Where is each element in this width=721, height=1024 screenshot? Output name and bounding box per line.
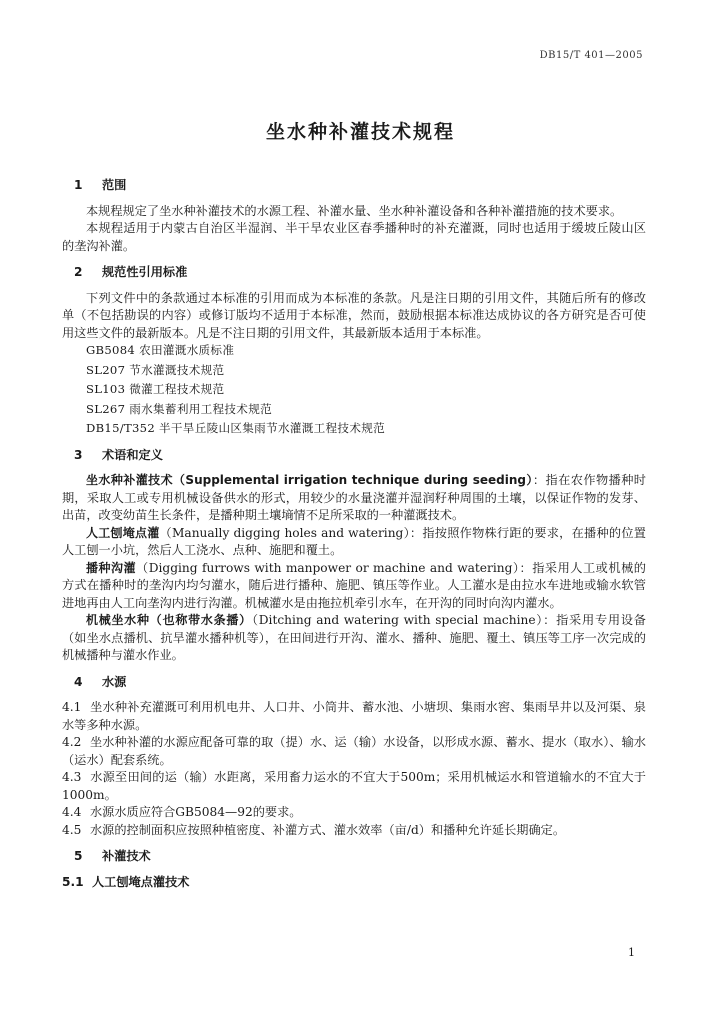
clause: 4.1 坐水种补充灌溉可利用机电井、人口井、小筒井、蓄水池、小塘坝、集雨水窖、集雨旱井以及河渠、泉水等多种水源。 [62,700,646,732]
paragraph: 下列文件中的条款通过本标准的引用而成为本标准的条款。凡是注日期的引用文件，其随后所有的修改单（不包括勘误的内容）或修订版均不适用于本标准，然而，鼓励根据本标准达成协议的各方研究是否可使用这些文件的最新版本。凡是不注日期的引用文件，其最新版本适用于本标准。 [62,290,646,340]
standard-code: DB15/T 401—2005 [539,50,643,61]
definition: 播种沟灌（Digging furrows with manpower or machine and watering）：指采用人工或机械的方式在播种时的垄沟内均匀灌水，随后进行播种、施肥、镇压等作业。人工灌水是由拉水车进地或输水软管进地再由人工向垄沟内进行沟灌。机械灌水是由拖拉机牵引水车，在开沟的同时向沟内灌水。 [62,560,646,610]
document-body [62,168,646,899]
section-heading-3: 3 术语和定义 [74,447,163,462]
clause: 4.2 坐水种补灌的水源应配备可靠的取（提）水、运（输）水设备，以形成水源、蓄水、提水（取水）、输水（运水）配套系统。 [62,735,646,767]
page-number: 1 [628,946,635,959]
reference-item: SL103 微灌工程技术规范 [86,382,225,396]
section-heading-1: 1 范围 [74,178,127,192]
section-heading-2: 2 规范性引用标准 [74,265,188,279]
term: 机械坐水种（也称带水条播） [86,613,252,627]
definition: 人工刨埯点灌（Manually digging holes and watering）：指按照作物株行距的要求，在播种的位置人工刨一小坑，然后人工浇水、点种、施肥和覆土。 [62,525,646,557]
section-heading-4: 4 水源 [74,674,127,689]
reference-item: SL267 雨水集蓄利用工程技术规范 [86,401,272,416]
term: 人工刨埯点灌 [86,525,160,540]
paragraph: 本规程规定了坐水种补灌技术的水源工程、补灌水量、坐水种补灌设备和各种补灌措施的技术要求。 [86,203,623,218]
reference-item: GB5084 农田灌溉水质标准 [86,343,235,357]
definition: 机械坐水种（也称带水条播）（Ditching and watering with special machine）：指采用专用设备（如坐水点播机、抗旱灌水播种机等），在田间进行开沟、灌水、播种、施肥、覆土、镇压等工序一次完成的机械播种与灌水作业。 [62,613,646,662]
term: 播种沟灌 [86,560,137,575]
clause: 4.5 水源的控制面积应按照种植密度、补灌方式、灌水效率（亩/d）和播种允许延长期确定。 [62,822,566,837]
section-heading-5: 5 补灌技术 [74,849,151,863]
subsection-heading: 5.1 人工刨埯点灌技术 [62,874,190,889]
page-title: 坐水种补灌技术规程 [265,121,455,143]
reference-item: SL207 节水灌溉技术规范 [86,362,225,377]
reference-item: DB15/T352 半干旱丘陵山区集雨节水灌溉工程技术规范 [86,421,386,435]
paragraph: 本规程适用于内蒙古自治区半湿润、半干旱农业区春季播种时的补充灌溉，同时也适用于缓坡丘陵山区的垄沟补灌。 [62,221,646,253]
clause: 4.4 水源水质应符合GB5084—92的要求。 [62,805,302,819]
definition: 坐水种补灌技术（Supplemental irrigation technique during seeding）：指在农作物播种时期，采取人工或专用机械设备供水的形式，用较少的水量浇灌并湿润籽种周围的土壤，以保证作物的发芽、出苗，改变幼苗生长条件，是播种期土壤墒情不足所采取的一种灌溉技术。 [62,473,646,522]
term: 坐水种补灌技术（Supplemental irrigation technique during seeding） [86,473,533,487]
clause: 4.3 水源至田间的运（输）水距离，采用畜力运水的不宜大于500m；采用机械运水和管道输水的不宜大于1000m。 [62,770,646,802]
